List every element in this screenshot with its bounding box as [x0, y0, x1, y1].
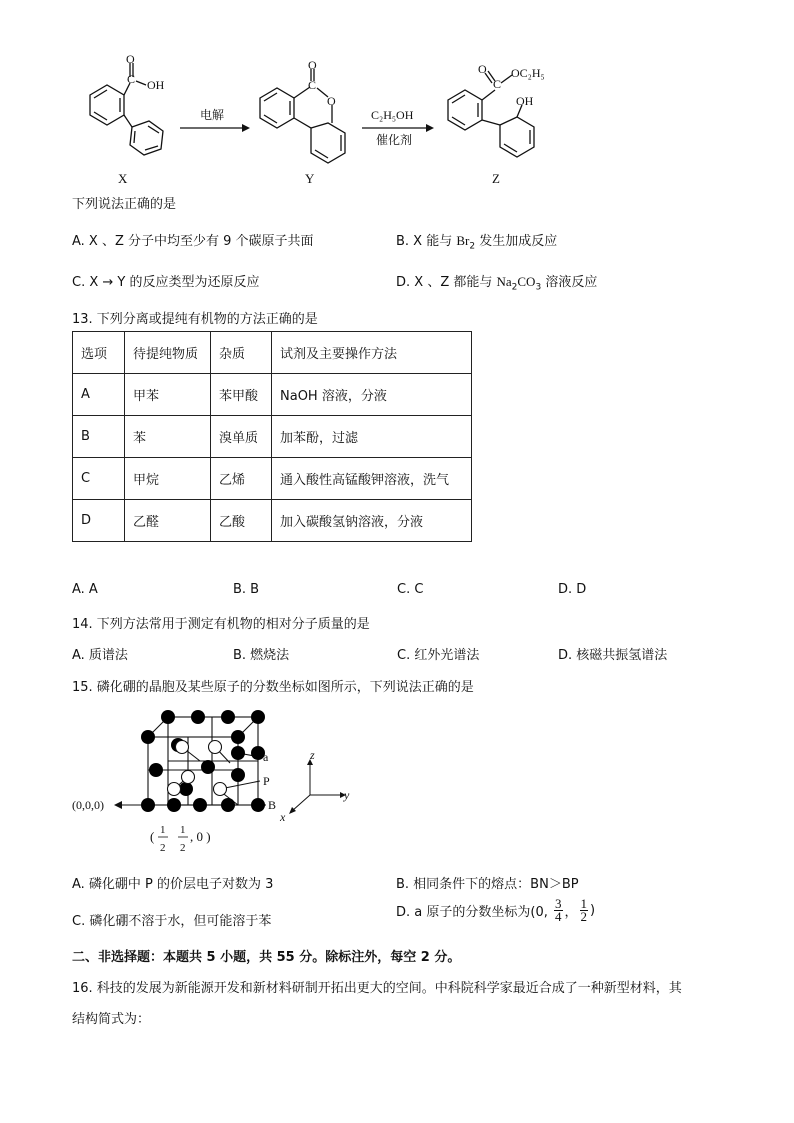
- q15-option-c[interactable]: C. 磷化硼不溶于水，但可能溶于苯: [72, 914, 272, 929]
- table-header-cell: 选项: [73, 332, 125, 374]
- q15-option-b[interactable]: B. 相同条件下的熔点：BN＞BP: [396, 877, 579, 892]
- q16-line1: 16. 科技的发展为新能源开发和新材料研制开拓出更大的空间。中科院科学家最近合成了一种新型材料，其: [72, 981, 682, 996]
- table-row: [73, 500, 472, 542]
- q15-option-d-frac1: $\frac{3}{4}$: [555, 896, 562, 924]
- q15-option-d-post: ): [590, 903, 596, 918]
- table-cell: A: [73, 374, 125, 416]
- table-cell: 苯甲酸: [211, 374, 272, 416]
- q12-option-b[interactable]: [396, 230, 557, 252]
- table-cell: 乙酸: [211, 500, 272, 542]
- table-header-cell: 待提纯物质: [125, 332, 211, 374]
- table-cell: 苯: [125, 416, 211, 458]
- y-c: C: [308, 78, 317, 92]
- cell-frame: [122, 717, 266, 805]
- axis-z-label: z: [310, 748, 315, 762]
- q12-option-d[interactable]: [396, 271, 597, 293]
- q14-stem: 14. 下列方法常用于测定有机物的相对分子质量的是: [72, 617, 370, 632]
- phosphorus-atoms: [168, 741, 227, 796]
- table-row: [73, 458, 472, 500]
- arrowhead-1: [242, 124, 250, 132]
- y-o-ring: O: [327, 94, 336, 108]
- x-group-oh: OH: [147, 78, 165, 92]
- coord-den2: 2: [180, 842, 186, 854]
- table-cell: NaOH 溶液，分液: [272, 374, 472, 416]
- q14-option-c[interactable]: C. 红外光谱法: [397, 648, 480, 663]
- label-p: P: [263, 774, 270, 788]
- table-row: [73, 374, 472, 416]
- axes-icon: [292, 763, 342, 811]
- table-cell: 加苯酚，过滤: [272, 416, 472, 458]
- origin-arrowhead: [114, 801, 122, 809]
- q12-option-d-post: 溶液反应: [541, 275, 598, 290]
- axis-x-label: x: [280, 810, 286, 824]
- q15-option-d-comma: ，: [564, 905, 578, 920]
- arrowhead-2: [426, 124, 434, 132]
- table-cell: 通入酸性高锰酸钾溶液，洗气: [272, 458, 472, 500]
- table-cell: 甲苯: [125, 374, 211, 416]
- q12-option-d-chem2: CO: [517, 274, 536, 289]
- q13-option-d[interactable]: D. D: [558, 582, 587, 597]
- q15-option-d-frac2: $\frac{1}{2}$: [580, 896, 588, 924]
- table-header-row: [73, 332, 472, 374]
- label-b: B: [268, 798, 277, 812]
- y-o-top: O: [308, 58, 317, 72]
- coord-den1: 2: [160, 842, 166, 854]
- x-group-o: O: [126, 55, 135, 66]
- q12-option-d-chem1: Na: [496, 274, 512, 289]
- arrow2-bottom: 催化剂: [376, 133, 413, 147]
- q13-table: [72, 331, 472, 542]
- z-oh: OH: [516, 94, 534, 108]
- q15-stem: 15. 磷化硼的晶胞及某些原子的分数坐标如图所示，下列说法正确的是: [72, 680, 474, 695]
- crystal-cell-figure: [70, 705, 370, 860]
- table-cell: 甲烷: [125, 458, 211, 500]
- z-o: O: [478, 62, 487, 76]
- table-cell: 乙烯: [211, 458, 272, 500]
- table-cell: D: [73, 500, 125, 542]
- coord-num2: 1: [180, 824, 186, 836]
- section2-title: 二、非选择题：本题共 5 小题，共 55 分。除标注外，每空 2 分。: [72, 950, 461, 965]
- q15-option-d-pre: D. a 原子的分数坐标为(0,: [396, 905, 548, 920]
- reaction-scheme: [60, 55, 580, 190]
- q16-line2: 结构简式为：: [72, 1012, 151, 1027]
- q13-option-b[interactable]: B. B: [233, 582, 260, 597]
- q12-option-d-sub1: 2: [511, 282, 518, 293]
- q14-option-d[interactable]: D. 核磁共振氢谱法: [558, 648, 668, 663]
- arrow2-top: C₂H₅OH: [371, 108, 414, 122]
- q12-option-b-pre: B. X 能与: [396, 234, 457, 249]
- table-header-cell: 试剂及主要操作方法: [272, 332, 472, 374]
- q15-option-a[interactable]: A. 磷化硼中 P 的价层电子对数为 3: [72, 877, 274, 892]
- q13-option-a[interactable]: A. A: [72, 582, 98, 597]
- q12-option-a[interactable]: A. X 、Z 分子中均至少有 9 个碳原子共面: [72, 234, 314, 249]
- q14-option-b[interactable]: B. 燃烧法: [233, 648, 290, 663]
- q12-option-b-sub: 2: [469, 241, 476, 252]
- molecule-y: [260, 69, 345, 163]
- q13-option-c[interactable]: C. C: [397, 582, 424, 597]
- q14-option-a[interactable]: A. 质谱法: [72, 648, 128, 663]
- origin-label: (0,0,0): [72, 798, 104, 812]
- coord-tail: , 0 ): [190, 829, 211, 844]
- z-oet: OC₂H₅: [511, 66, 545, 80]
- q13-stem: 13. 下列分离或提纯有机物的方法正确的是: [72, 312, 318, 327]
- arrow1-label: 电解: [200, 108, 225, 122]
- table-row: [73, 416, 472, 458]
- coord-num1: 1: [160, 824, 166, 836]
- label-a: a: [263, 750, 269, 764]
- x-group-c: C: [127, 72, 136, 86]
- table-cell: 加入碳酸氢钠溶液，分液: [272, 500, 472, 542]
- q12-option-d-sub2: 3: [535, 282, 542, 293]
- q12-option-d-pre: D. X 、Z 都能与: [396, 275, 497, 290]
- q12-option-b-chem: Br: [456, 233, 470, 248]
- table-cell: 乙醛: [125, 500, 211, 542]
- axis-y-label: y: [344, 788, 350, 802]
- q15-option-d[interactable]: [396, 898, 595, 923]
- label-x: X: [118, 171, 128, 186]
- q12-option-c[interactable]: C. X → Y 的反应类型为还原反应: [72, 275, 260, 290]
- table-header-cell: 杂质: [211, 332, 272, 374]
- q12-option-b-post: 发生加成反应: [475, 234, 558, 249]
- label-y: Y: [305, 171, 315, 186]
- z-c: C: [493, 77, 502, 91]
- coord-open: (: [150, 829, 155, 844]
- label-z: Z: [492, 171, 500, 186]
- table-cell: B: [73, 416, 125, 458]
- q12-stem: 下列说法正确的是: [72, 197, 177, 212]
- table-cell: 溴单质: [211, 416, 272, 458]
- table-cell: C: [73, 458, 125, 500]
- molecule-z: [448, 71, 534, 157]
